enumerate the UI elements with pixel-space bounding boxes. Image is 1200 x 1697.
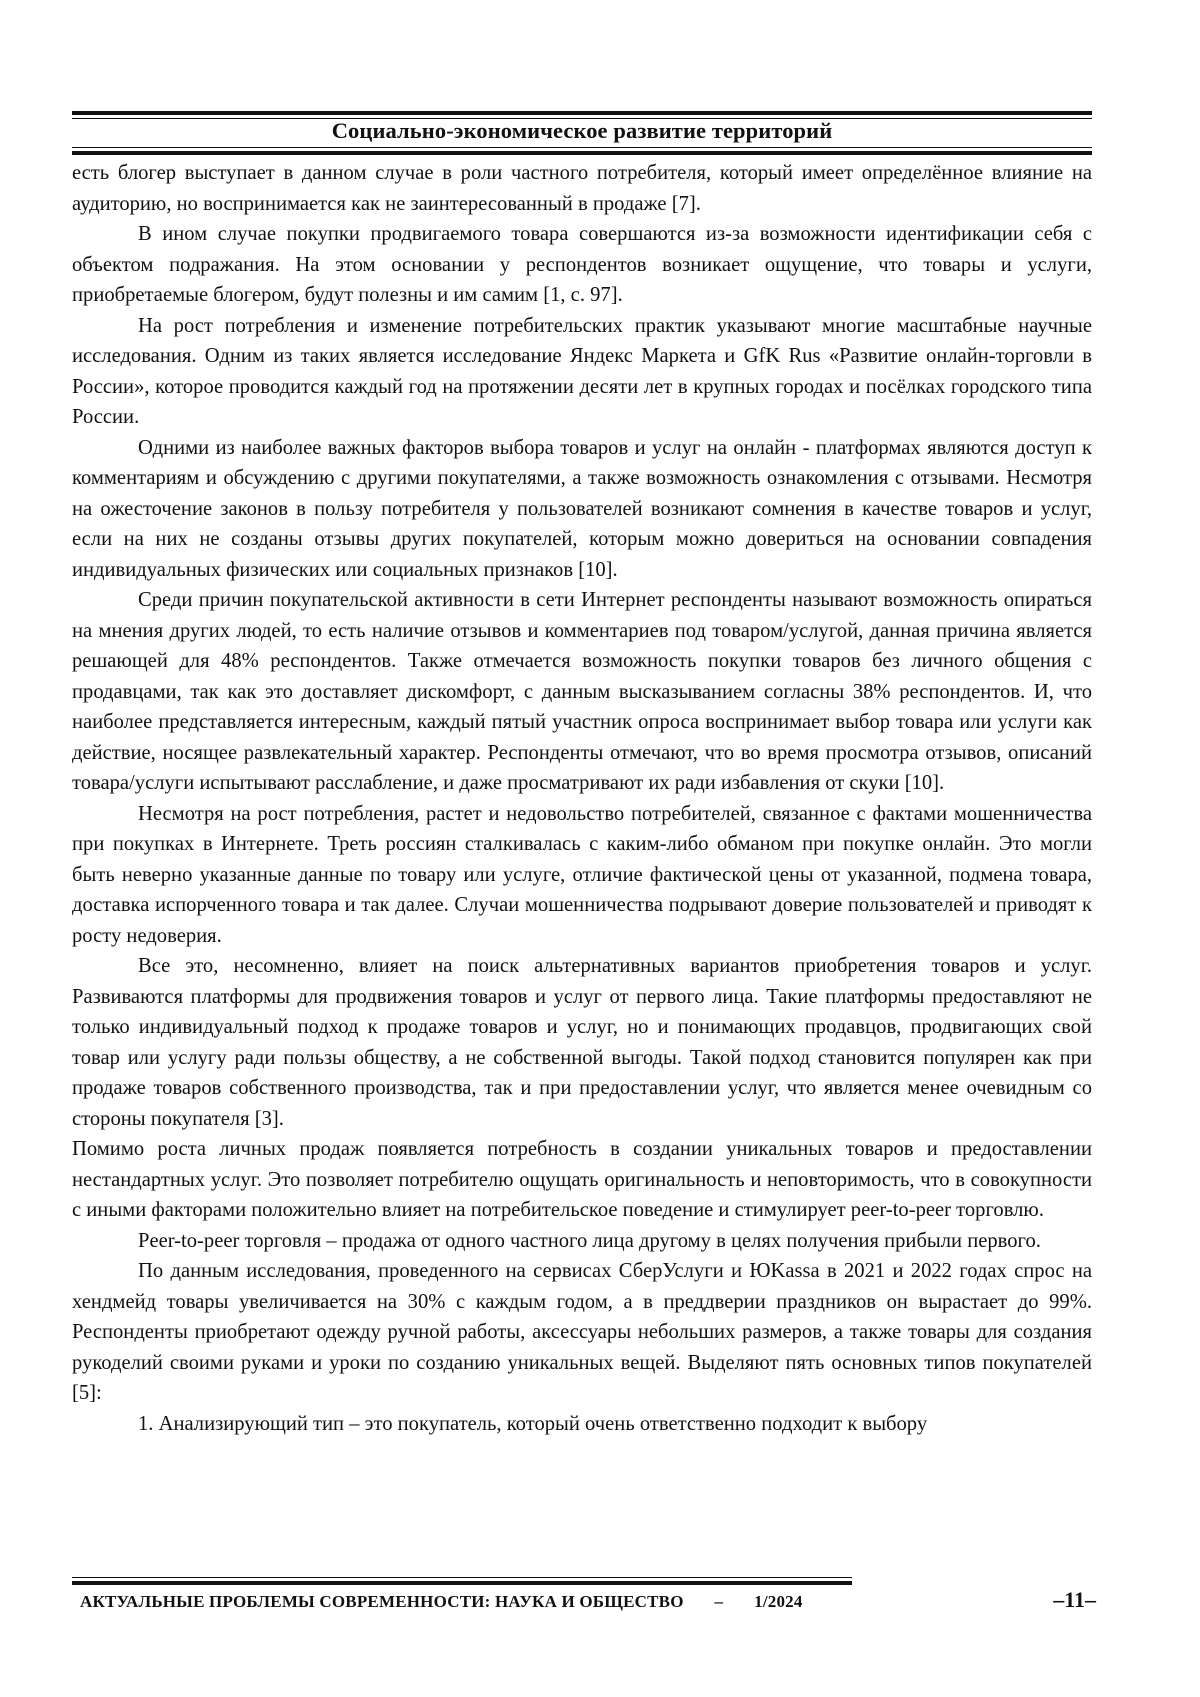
paragraph-1: есть блогер выступает в данном случае в роли частного потребителя, который имеет определённое влияние на аудиторию, но воспринимается как не заинтересованный в продаже [7]. bbox=[72, 162, 1092, 215]
header-thin-line bbox=[72, 147, 1092, 148]
footer-journal-line bbox=[80, 1590, 803, 1614]
article-body bbox=[72, 158, 1092, 1439]
header-thick-line bbox=[72, 151, 1092, 155]
paragraph-2: В ином случае покупки продвигаемого товара совершаются из-за возможности идентификации себя с объектом подражания. На этом основании у респондентов возникает ощущение, что товары и услуги, приобретаемые блогером, будут полезны и им самим [1, с. 97]. bbox=[72, 223, 1092, 306]
paragraph-11: 1. Анализирующий тип – это покупатель, который очень ответственно подходит к выбору bbox=[138, 1412, 928, 1435]
footer-journal-name: АКТУАЛЬНЫЕ ПРОБЛЕМЫ СОВРЕМЕННОСТИ: НАУКА И ОБЩЕСТВО bbox=[80, 1592, 684, 1611]
paragraph-4: Одними из наиболее важных факторов выбора товаров и услуг на онлайн - платформах являются доступ к комментариям и обсуждению с другими покупателями, а также возможность ознакомления с отзывами. Несмотря на ожесточение законов в пользу потребителя у пользователей возникают сомнения в качестве товаров и услуг, если на них не созданы отзывы других покупателей, которым можно довериться на основании совпадения индивидуальных физических или социальных признаков [10]. bbox=[72, 436, 1092, 581]
paragraph-7: Все это, несомненно, влияет на поиск альтернативных вариантов приобретения товаров и услуг. Развиваются платформы для продвижения товаров и услуг от первого лица. Такие платформы предоставляют не только индивидуальный подход к продаже товаров и услуг, но и понимающих продавцов, продвигающих свой товар или услугу ради пользы обществу, а не собственной выгоды. Такой подход становится популярен как при продаже товаров собственного производства, так и при предоставлении услуг, что является менее очевидным со стороны покупателя [3]. bbox=[72, 955, 1092, 1130]
running-header-title: Социально-экономическое развитие территорий bbox=[331, 118, 833, 143]
paragraph-8: Помимо роста личных продаж появляется потребность в создании уникальных товаров и предоставлении нестандартных услуг. Это позволяет потребителю ощущать оригинальность и неповторимость, что в совокупности с иными факторами положительно влияет на потребительское поведение и стимулирует peer-to-peer торговлю. bbox=[72, 1138, 1092, 1221]
footer-thin-line bbox=[72, 1577, 852, 1578]
paragraph-9: Peer-to-peer торговля – продажа от одного частного лица другому в целях получения прибыли первого. bbox=[138, 1229, 1041, 1252]
paragraph-3: На рост потребления и изменение потребительских практик указывают многие масштабные научные исследования. Одним из таких является исследование Яндекс Маркета и GfK Rus «Развитие онлайн-торговли в России», которое проводится каждый год на протяжении десяти лет в крупных городах и посёлках городского типа России. bbox=[72, 314, 1092, 428]
footer-issue: 1/2024 bbox=[754, 1592, 803, 1611]
footer-separator: – bbox=[714, 1592, 724, 1611]
header-bottom-rule bbox=[72, 147, 1092, 155]
paragraph-6: Несмотря на рост потребления, растет и недовольство потребителей, связанное с фактами мошенничества при покупках в Интернете. Треть россиян сталкивалась с каким-либо обманом при покупке онлайн. Это могли быть неверно указанные данные по товару или услуге, отличие фактической цены от указанной, подмена товара, доставка испорченного товара и так далее. Случаи мошенничества подрывают доверие пользователей и приводят к росту недоверия. bbox=[72, 802, 1092, 947]
header-thick-line bbox=[72, 111, 1092, 115]
page-number: –11– bbox=[1053, 1587, 1096, 1612]
paragraph-5: Среди причин покупательской активности в сети Интернет респонденты называют возможность опираться на мнения других людей, то есть наличие отзывов и комментариев под товаром/услугой, данная причина является решающей для 48% респондентов. Также отмечается возможность покупки товаров без личного общения с продавцами, так как это доставляет дискомфорт, с данным высказыванием согласны 38% респондентов. И, что наиболее представляется интересным, каждый пятый участник опроса воспринимает выбор товара или услуги как действие, носящее развлекательный характер. Респонденты отмечают, что во время просмотра отзывов, описаний товара/услуги испытывают расслабление, и даже просматривают их ради избавления от скуки [10]. bbox=[72, 589, 1092, 794]
footer-rule bbox=[72, 1577, 852, 1585]
footer-thick-line bbox=[72, 1581, 852, 1585]
paragraph-10: По данным исследования, проведенного на сервисах СберУслуги и ЮKassa в 2021 и 2022 годах спрос на хендмейд товары увеличивается на 30% с каждым годом, а в преддверии праздников он вырастает до 99%. Респонденты приобретают одежду ручной работы, аксессуары небольших размеров, а также товары для создания рукоделий своими руками и уроки по созданию уникальных вещей. Выделяют пять основных типов покупателей [5]: bbox=[72, 1260, 1092, 1404]
